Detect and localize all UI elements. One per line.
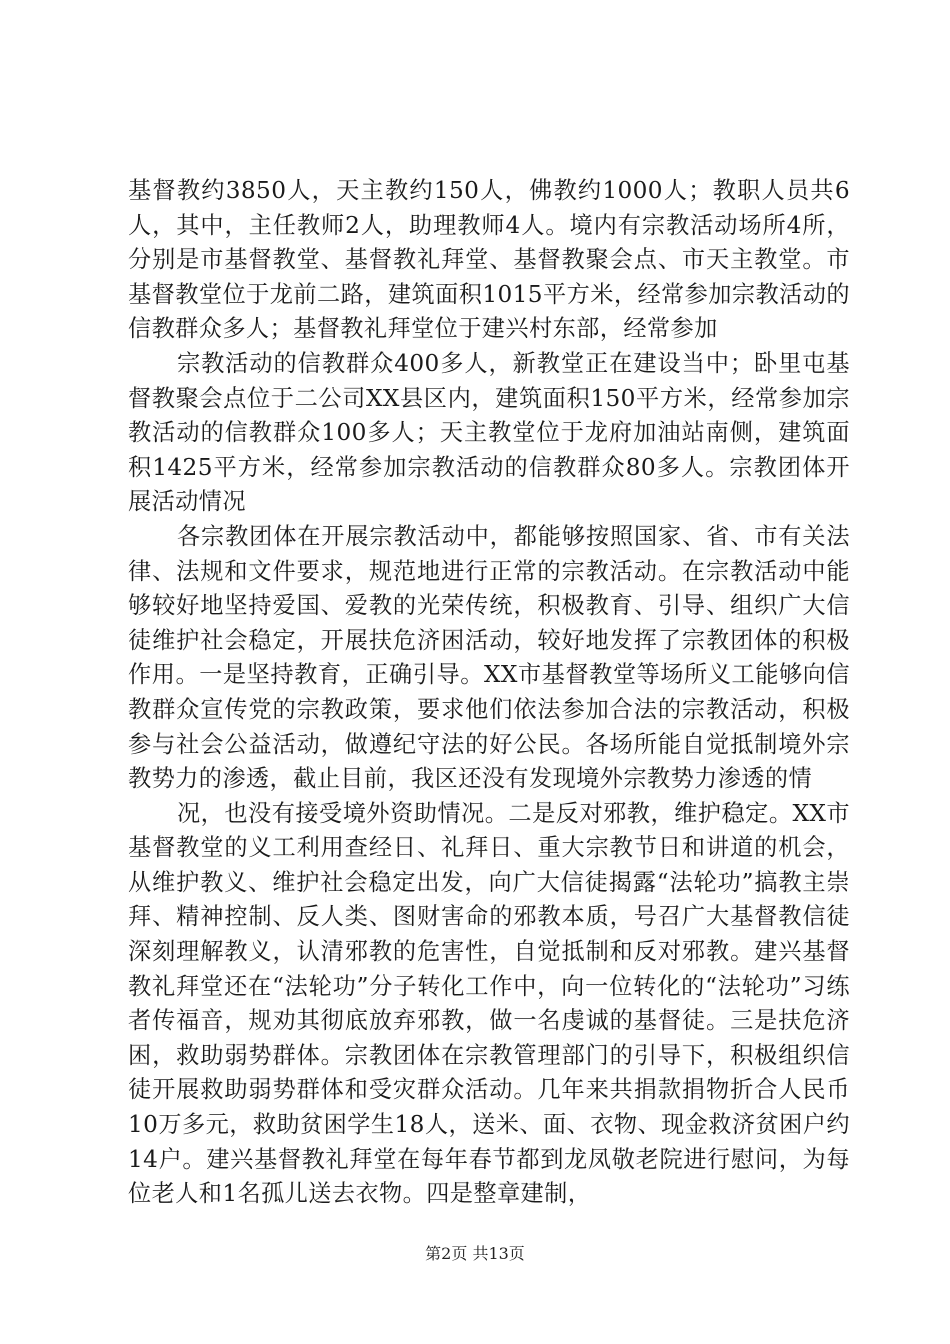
document-body [128, 174, 850, 1212]
paragraph-4: 况，也没有接受境外资助情况。二是反对邪教，维护稳定。XX市基督教堂的义工利用查经日、礼拜日、重大宗教节日和讲道的机会，从维护教义、维护社会稳定出发，向广大信徒揭露“法轮功”搞教主崇拜、精神控制、反人类、图财害命的邪教本质，号召广大基督教信徒深刻理解教义，认清邪教的危害性，自觉抵制和反对邪教。建兴基督教礼拜堂还在“法轮功”分子转化工作中，向一位转化的“法轮功”习练者传福音，规劝其彻底放弃邪教，做一名虔诚的基督徒。三是扶危济困，救助弱势群体。宗教团体在宗教管理部门的引导下，积极组织信徒开展救助弱势群体和受灾群众活动。几年来共捐款捐物折合人民币10万多元，救助贫困学生18人，送米、面、衣物、现金救济贫困户约14户。建兴基督教礼拜堂在每年春节都到龙凤敬老院进行慰问，为每位老人和1名孤儿送去衣物。四是整章建制， [128, 799, 850, 1208]
page-number-footer: 第2页 共13页 [425, 1244, 525, 1263]
paragraph-1: 基督教约3850人，天主教约150人，佛教约1000人；教职人员共6人，其中，主任教师2人，助理教师4人。境内有宗教活动场所4所，分别是市基督教堂、基督教礼拜堂、基督教聚会点、市天主教堂。市基督教堂位于龙前二路，建筑面积1015平方米，经常参加宗教活动的信教群众多人；基督教礼拜堂位于建兴村东部，经常参加 [128, 177, 850, 343]
paragraph-3: 各宗教团体在开展宗教活动中，都能够按照国家、省、市有关法律、法规和文件要求，规范地进行正常的宗教活动。在宗教活动中能够较好地坚持爱国、爱教的光荣传统，积极教育、引导、组织广大信徒维护社会稳定，开展扶危济困活动，较好地发挥了宗教团体的积极作用。一是坚持教育，正确引导。XX市基督教堂等场所义工能够向信教群众宣传党的宗教政策，要求他们依法参加合法的宗教活动，积极参与社会公益活动，做遵纪守法的好公民。各场所能自觉抵制境外宗教势力的渗透，截止目前，我区还没有发现境外宗教势力渗透的情 [128, 522, 850, 793]
paragraph-2: 宗教活动的信教群众400多人，新教堂正在建设当中；卧里屯基督教聚会点位于二公司XX县区内，建筑面积150平方米，经常参加宗教活动的信教群众100多人；天主教堂位于龙府加油站南侧，建筑面积1425平方米，经常参加宗教活动的信教群众80多人。宗教团体开展活动情况 [128, 349, 850, 516]
